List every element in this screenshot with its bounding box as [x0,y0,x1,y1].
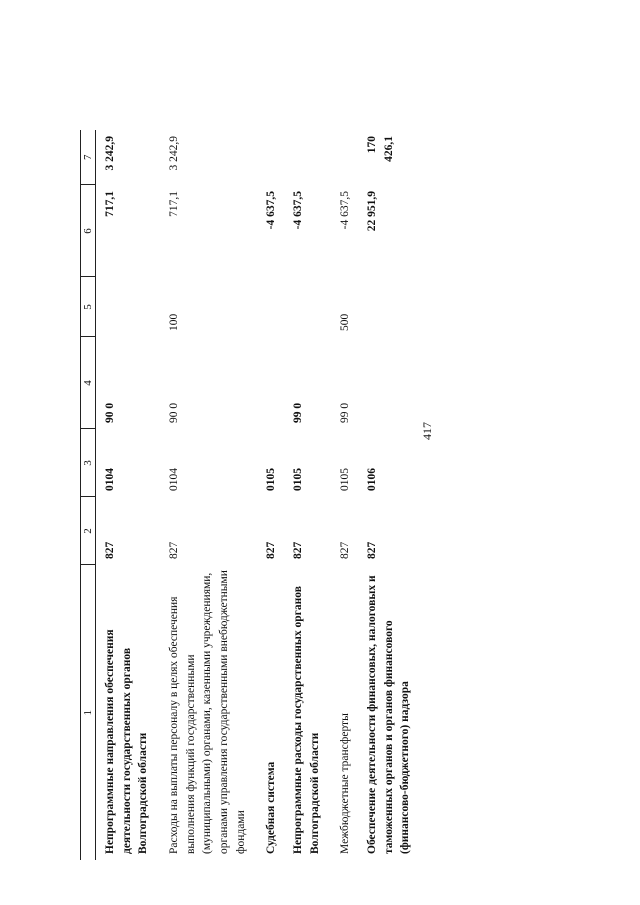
row-section: 0104 [104,468,116,491]
row-target: 99 0 [292,402,305,423]
header-col-6: 6 [81,185,96,277]
header-col-7: 7 [81,130,96,185]
row-name: Непрограммные направления обеспечения деятельности государственных органов Волгоградской области [104,629,150,854]
row-name: Межбюджетные трансферты [339,713,352,854]
header-col-5: 5 [81,277,96,337]
row-total: 3 242,9 [104,136,116,171]
row-code: 827 [265,541,278,559]
row-expense-type [96,277,157,337]
row-change: -4 637,5 [339,191,352,230]
table-row [156,130,253,860]
row-total [284,130,327,185]
row-section: 0106 [366,468,379,491]
row-section: 0105 [292,468,305,491]
header-col-4: 4 [81,337,96,429]
header-row [81,130,96,860]
row-total: 3 242,9 [168,136,181,171]
table-row [327,130,358,860]
page-number: 417 [420,422,434,440]
row-name: Судебная система [265,761,278,854]
row-target: 90 0 [104,402,116,423]
row-name: Непрограммные расходы государственных органов Волгоградской области [292,586,321,854]
budget-table [80,130,418,860]
header-col-1: 1 [81,565,96,860]
row-expense-type [358,277,418,337]
row-target [358,337,418,429]
header-col-2: 2 [81,497,96,565]
row-target: 99 0 [339,402,352,423]
row-expense-type: 100 [168,313,181,331]
row-code: 827 [104,541,116,559]
row-expense-type: 500 [339,313,352,331]
row-section: 0104 [168,468,181,491]
row-change: -4 637,5 [265,191,278,230]
row-change: 717,1 [168,191,181,217]
row-target [253,337,284,429]
table-row [96,130,157,860]
budget-table-container [80,130,580,860]
row-total [327,130,358,185]
table-row [253,130,284,860]
header-col-3: 3 [81,429,96,497]
row-name: Расходы на выплаты персоналу в целях обеспечения выполнения функций государственными (муниципальными) органами, казенными учреждениями, органами управления государственными внебюджетными фондами [168,570,247,854]
row-change: 717,1 [104,191,116,217]
table-row [358,130,418,860]
row-total: 170 426,1 [366,136,395,162]
row-target: 90 0 [168,402,181,423]
row-code: 827 [366,541,379,559]
row-code: 827 [292,541,305,559]
row-code: 827 [339,541,352,559]
row-expense-type [253,277,284,337]
row-section: 0105 [265,468,278,491]
row-code: 827 [168,541,181,559]
table-body [96,130,419,860]
table-row [284,130,327,860]
row-name: Обеспечение деятельности финансовых, налоговых и таможенных органов и органов финансового (финансово-бюджетного) надзора [366,575,412,854]
row-change: 22 951,9 [366,191,379,232]
row-change: -4 637,5 [292,191,305,230]
row-section: 0105 [339,468,352,491]
row-expense-type [284,277,327,337]
row-total [253,130,284,185]
